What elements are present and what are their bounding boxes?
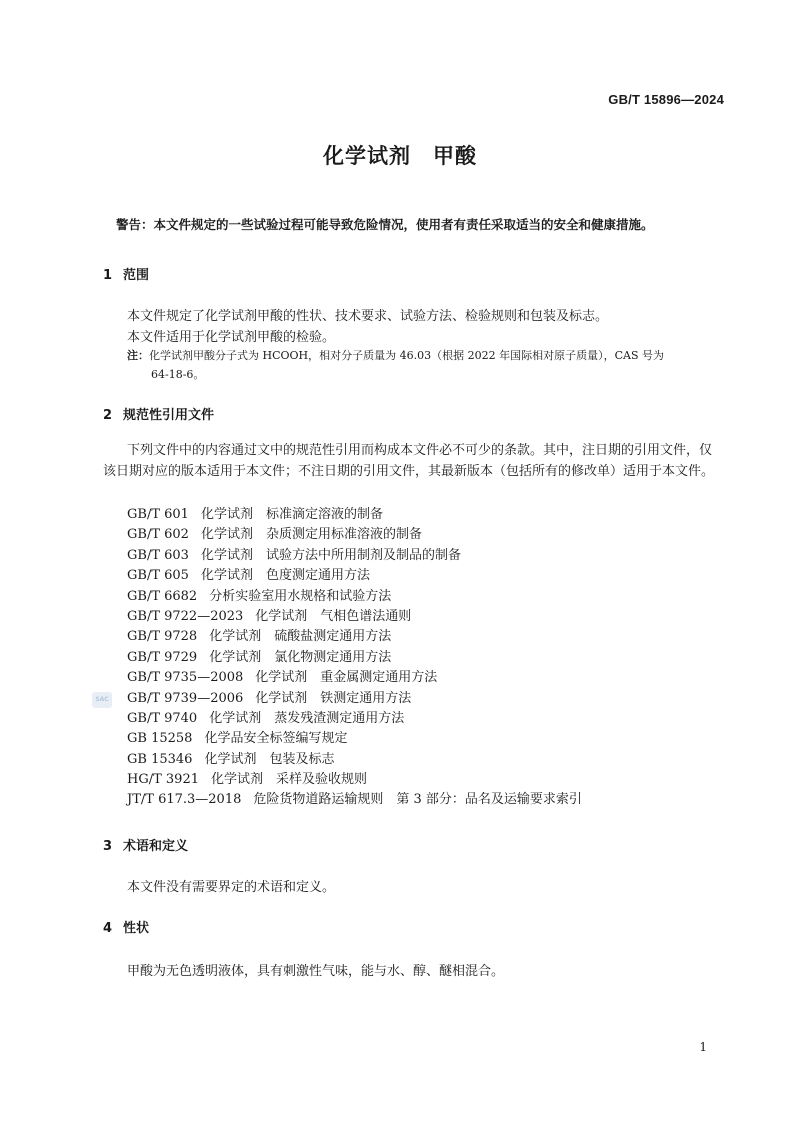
section-2-heading	[103, 404, 214, 423]
reference-code: GB/T 9739—2006	[127, 690, 244, 706]
safety-warning: 警告：本文件规定的一些试验过程可能导致危险情况，使用者有责任采取适当的安全和健康措施。	[116, 217, 654, 232]
reference-title: 化学试剂 蒸发残渣测定通用方法	[209, 710, 405, 726]
section-title: 范围	[123, 268, 150, 283]
reference-code: GB/T 601	[127, 507, 189, 522]
reference-item	[127, 627, 582, 647]
section-number: 3	[103, 839, 113, 854]
reference-code: GB/T 9722—2023	[127, 608, 244, 624]
reference-item	[127, 525, 582, 545]
scope-paragraph-1: 本文件规定了化学试剂甲酸的性状、技术要求、试验方法、检验规则和包装及标志。	[127, 309, 609, 324]
reference-item	[127, 729, 582, 749]
reference-title: 危险货物道路运输规则 第 3 部分：品名及运输要求索引	[253, 792, 582, 808]
reference-item	[127, 689, 582, 709]
reference-title: 分析实验室用水规格和试验方法	[209, 588, 392, 604]
reference-title: 化学试剂 色度测定通用方法	[200, 568, 370, 584]
reference-title: 化学试剂 氯化物测定通用方法	[209, 649, 392, 665]
reference-title: 化学试剂 杂质测定用标准溶液的制备	[200, 527, 422, 543]
reference-title: 化学试剂 试验方法中所用制剂及制品的制备	[200, 547, 461, 563]
reference-title: 化学品安全标签编写规定	[204, 731, 348, 747]
terms-paragraph: 本文件没有需要界定的术语和定义。	[127, 880, 336, 895]
reference-item	[127, 648, 582, 668]
scope-paragraph-2: 本文件适用于化学试剂甲酸的检验。	[127, 330, 336, 345]
reference-item	[127, 770, 582, 790]
reference-code: GB/T 9728	[127, 629, 198, 645]
reference-item	[127, 546, 582, 566]
reference-item	[127, 607, 582, 627]
section-title: 术语和定义	[123, 839, 189, 854]
reference-code: GB/T 9740	[127, 710, 198, 726]
document-title: 化学试剂 甲酸	[323, 144, 477, 168]
page-number: 1	[699, 1040, 707, 1054]
section-1-heading	[103, 264, 149, 283]
reference-item	[127, 505, 582, 525]
reference-code: GB/T 602	[127, 527, 189, 543]
reference-title: 化学试剂 铁测定通用方法	[255, 690, 412, 706]
reference-list	[127, 505, 582, 811]
normative-references-intro: 下列文件中的内容通过文中的规范性引用而构成本文件必不可少的条款。其中，注日期的引用文件，仅该日期对应的版本适用于本文件；不注日期的引用文件，其最新版本（包括所有的修改单）适用于本文件。	[103, 443, 715, 479]
reference-code: HG/T 3921	[127, 772, 199, 788]
reference-title: 化学试剂 重金属测定通用方法	[255, 670, 438, 686]
reference-item	[127, 668, 582, 688]
reference-title: 化学试剂 硫酸盐测定通用方法	[209, 629, 392, 645]
reference-title: 化学试剂 标准滴定溶液的制备	[200, 507, 383, 522]
reference-title: 化学试剂 包装及标志	[204, 751, 335, 767]
section-3-heading	[103, 835, 188, 854]
reference-title: 化学试剂 采样及验收规则	[211, 772, 368, 788]
section-number: 2	[103, 408, 113, 423]
watermark-stamp: SAC	[92, 692, 112, 708]
reference-code: GB 15346	[127, 751, 193, 767]
reference-code: GB/T 605	[127, 568, 189, 584]
section-number: 1	[103, 268, 113, 283]
section-4-heading	[103, 917, 149, 936]
reference-item	[127, 709, 582, 729]
reference-item	[127, 750, 582, 770]
reference-code: GB 15258	[127, 731, 193, 747]
reference-title: 化学试剂 气相色谱法通则	[255, 608, 412, 624]
reference-code: GB/T 603	[127, 547, 189, 563]
scope-note	[127, 346, 727, 384]
section-title: 性状	[123, 921, 150, 936]
reference-code: GB/T 9729	[127, 649, 198, 665]
section-number: 4	[103, 921, 113, 936]
reference-code: JT/T 617.3—2018	[127, 792, 242, 808]
section-title: 规范性引用文件	[123, 408, 215, 423]
note-text-line-2: 64-18-6。	[151, 368, 205, 381]
note-label: 注：	[127, 349, 149, 362]
reference-item	[127, 566, 582, 586]
properties-paragraph: 甲酸为无色透明液体，具有刺激性气味，能与水、醇、醚相混合。	[127, 964, 505, 979]
reference-code: GB/T 6682	[127, 588, 198, 604]
reference-item	[127, 790, 582, 810]
reference-item	[127, 587, 582, 607]
reference-code: GB/T 9735—2008	[127, 670, 244, 686]
standard-code: GB/T 15896—2024	[608, 92, 724, 107]
note-text-line-1: 化学试剂甲酸分子式为 HCOOH，相对分子质量为 46.03（根据 2022 年国际相对原子质量），CAS 号为	[149, 349, 664, 362]
